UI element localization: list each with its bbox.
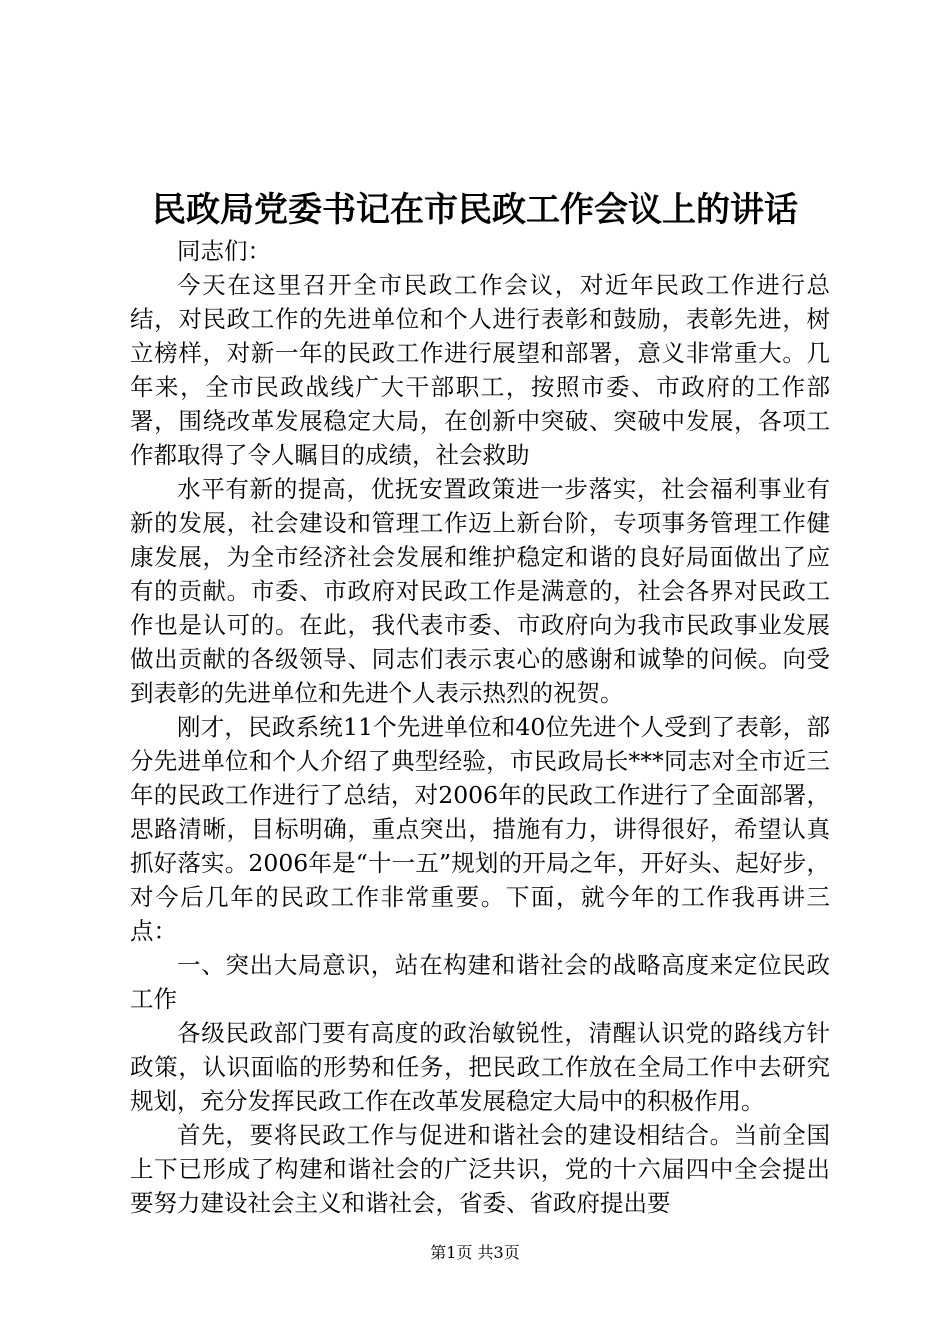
paragraph-salutation: 同志们： [177,237,271,265]
paragraph: 首先，要将民政工作与促进和谐社会的建设相结合。当前全国上下已形成了构建和谐社会的广泛共识，党的十六届四中全会提出要努力建设社会主义和谐社会，省委、省政府提出要 [130,1121,830,1217]
paragraph: 刚才，民政系统11个先进单位和40位先进个人受到了表彰，部分先进单位和个人介绍了典型经验，市民政局长***同志对全市近三年的民政工作进行了总结，对2006年的民政工作进行了全面部署，思路清晰，目标明确，重点突出，措施有力，讲得很好，希望认真抓好落实。2006年是“十一五”规划的开局之年，开好头、起好步，对今后几年的民政工作非常重要。下面，就今年的工作我再讲三点： [130,713,830,945]
document-title: 民政局党委书记在市民政工作会议上的讲话 [152,190,798,230]
paragraph: 水平有新的提高，优抚安置政策进一步落实，社会福利事业有新的发展，社会建设和管理工作迈上新台阶，专项事务管理工作健康发展，为全市经济社会发展和维护稳定和谐的良好局面做出了应有的贡献。市委、市政府对民政工作是满意的，社会各界对民政工作也是认可的。在此，我代表市委、市政府向为我市民政事业发展做出贡献的各级领导、同志们表示衷心的感谢和诚挚的问候。向受到表彰的先进单位和先进个人表示热烈的祝贺。 [130,475,830,707]
paragraph: 各级民政部门要有高度的政治敏锐性，清醒认识党的路线方针政策，认识面临的形势和任务，把民政工作放在全局工作中去研究规划，充分发挥民政工作在改革发展稳定大局中的积极作用。 [130,1019,830,1115]
section-heading: 一、突出大局意识，站在构建和谐社会的战略高度来定位民政工作 [130,951,830,1013]
paragraph: 今天在这里召开全市民政工作会议，对近年民政工作进行总结，对民政工作的先进单位和个人进行表彰和鼓励，表彰先进，树立榜样，对新一年的民政工作进行展望和部署，意义非常重大。几年来，全市民政战线广大干部职工，按照市委、市政府的工作部署，围绕改革发展稳定大局，在创新中突破、突破中发展，各项工作都取得了令人瞩目的成绩，社会救助 [130,271,830,469]
page-footer: 第1页 共3页 [430,1243,520,1262]
document-body [130,234,830,1220]
